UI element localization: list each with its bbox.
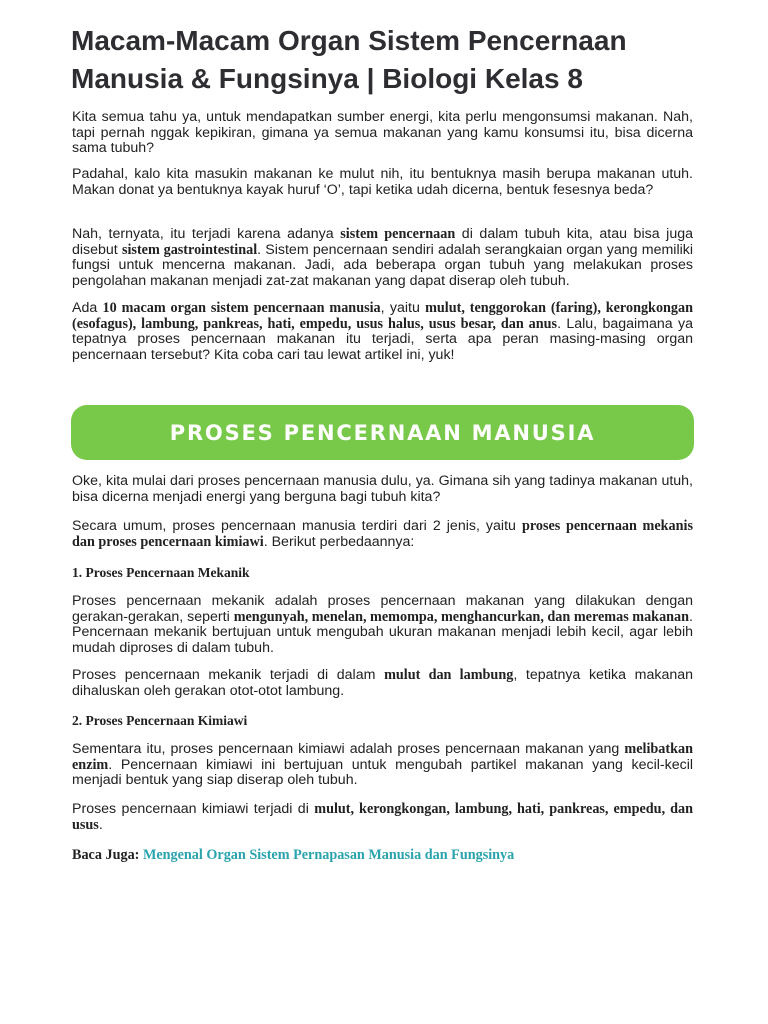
section-paragraph-6 [72,802,693,833]
read-also [72,848,693,864]
section-banner-title: PROSES PENCERNAAN MANUSIA [169,420,596,445]
bold-term: mulut, tenggorokan (faring), kerongkongan (esofagus), lambung, pankreas, hati, empedu, usus halus, usus besar, dan anus [72,300,694,332]
bold-term: sistem pencernaan [340,226,456,242]
article-title: Macam-Macam Organ Sistem Pencernaan Manusia & Fungsinya | Biologi Kelas 8 [71,25,627,94]
section-paragraph-5 [72,742,693,789]
text-span: di dalam tubuh kita, atau bisa juga disebut [72,226,693,258]
bold-term: 10 macam organ sistem pencernaan manusia [102,300,381,316]
intro-paragraph-4 [72,301,693,363]
text-span: . Sistem pencernaan sendiri adalah serangkaian organ yang memiliki fungsi untuk mencerna makanan. Jadi, ada beberapa organ tubuh yang melakukan proses pengolahan makanan menjadi zat-zat makanan yang dapat diserap oleh tubuh. [72,241,693,289]
text-span: , yaitu [380,300,426,316]
read-also-label: Baca Juga: [72,847,143,863]
text-span: Proses pencernaan mekanik adalah proses pencernaan makanan yang dilakukan dengan gerakan-gerakan, seperti [72,593,693,625]
text-span: Proses pencernaan kimiawi terjadi di [72,801,315,817]
section-paragraph-1: Oke, kita mulai dari proses pencernaan manusia dulu, ya. Gimana sih yang tadinya makanan utuh, bisa dicerna menjadi energi yang berguna bagi tubuh kita? [72,473,693,505]
text-span: . Lalu, bagaimana ya tepatnya proses pencernaan makanan itu terjadi, serta apa peran masing-masing organ pencernaan tersebut? Kita coba cari tau lewat artikel ini, yuk! [72,315,693,363]
bold-term: mengunyah, menelan, memompa, menghancurkan, dan meremas makanan [233,608,690,625]
section-paragraph-3 [72,594,693,656]
text-span: Proses pencernaan mekanik terjadi di dalam [72,667,385,683]
subheading-mekanik: 1. Proses Pencernaan Mekanik [72,565,250,580]
text-span: . Pencernaan mekanik bertujuan untuk mengubah ukuran makanan menjadi lebih kecil, agar lebih mudah diproses di dalam tubuh. [72,608,693,656]
intro-paragraph-1: Kita semua tahu ya, untuk mendapatkan sumber energi, kita perlu mengonsumsi makanan. Nah, tapi pernah nggak kepikiran, gimana ya semua makanan yang kamu konsumsi itu, bisa dicerna sama tubuh? [72,109,693,157]
text-span: Nah, ternyata, itu terjadi karena adanya [72,226,341,242]
text-span: Ada [72,300,103,316]
text-span: Secara umum, proses pencernaan manusia terdiri dari 2 jenis, yaitu [72,518,522,534]
intro-paragraph-2: Padahal, kalo kita masukin makanan ke mulut nih, itu bentuknya masih berupa makanan utuh. Makan donat ya bentuknya kayak huruf ‘O’, tapi ketika udah dicerna, bentuk fesesnya beda? [72,166,693,198]
bold-term: mulut, kerongkongan, lambung, hati, pankreas, empedu, dan usus [72,801,693,833]
read-also-link[interactable]: Mengenal Organ Sistem Pernapasan Manusia dan Fungsinya [142,847,515,863]
bold-term: mulut dan lambung [384,667,514,683]
text-span: . Pencernaan kimiawi ini bertujuan untuk mengubah partikel makanan yang kecil-kecil menjadi bentuk yang siap diserap oleh tubuh. [72,756,693,789]
text-span: . Berikut perbedaannya: [263,533,415,550]
bold-term: melibatkan enzim [72,741,693,773]
text-span: . [98,816,103,833]
section-banner [71,405,694,460]
bold-term: proses pencernaan mekanis dan proses pencernaan kimiawi [72,518,693,550]
text-span: , tepatnya ketika makanan dihaluskan oleh gerakan otot-otot lambung. [72,667,694,699]
section-paragraph-4 [72,668,693,699]
subheading-kimiawi: 2. Proses Pencernaan Kimiawi [72,713,248,728]
section-paragraph-2 [72,519,693,550]
bold-term: sistem gastrointestinal [121,241,258,258]
intro-paragraph-3 [72,227,693,289]
text-span: Sementara itu, proses pencernaan kimiawi adalah proses pencernaan makanan yang [72,741,625,757]
